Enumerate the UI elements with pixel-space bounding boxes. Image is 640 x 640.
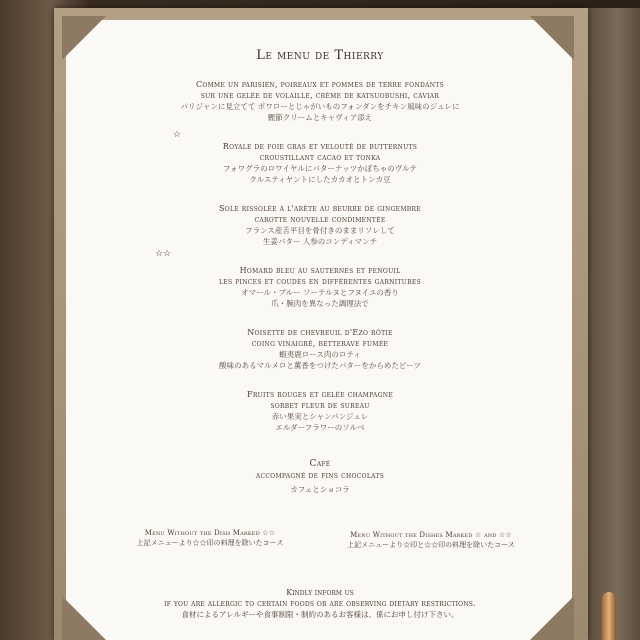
course-line: Fruits rouges et gelée champagne xyxy=(247,390,393,399)
course-jp: 酸味のあるマルメロと薫香をつけたバターをからめたビーツ xyxy=(219,361,421,370)
course-line: sur une gelée de volaille, crème de katsuobushi, caviar xyxy=(200,91,440,100)
folder-clasp xyxy=(602,592,616,640)
menu-title: Le menu de Thierry xyxy=(256,48,384,63)
course-line: les pinces et coudes en différentes garnitures xyxy=(218,277,421,286)
allergy-notice xyxy=(96,587,544,620)
course-jp: パリジャンに見立てて ポワローとじゃがいものフォンダンをチキン風味のジュレに xyxy=(180,102,460,111)
allergy-notice-text: if you are allergic to certain foods or are observing dietary restrictions. xyxy=(164,599,476,608)
course-line: coing vinaigré, betterave fumée xyxy=(251,339,389,348)
course-jp: 赤い果実とシャンパンジュレ xyxy=(271,412,369,421)
note-jp: 上記メニューより☆印と☆☆印の料理を除いたコース xyxy=(347,541,515,549)
course-3 xyxy=(110,203,530,247)
course-line: Homard bleu au sauternes et fenouil xyxy=(239,266,401,275)
course-line: accompagné de fins chocolats xyxy=(255,471,385,480)
course-jp: フランス産舌平目を骨付きのままリソレして xyxy=(245,226,395,235)
note-jp: 上記メニューより☆☆印の料理を除いたコース xyxy=(136,539,284,547)
star-marker-course-2: ☆ xyxy=(173,130,182,140)
course-jp: 蝦夷鹿ロース肉のロティ xyxy=(279,350,361,359)
course-jp: クルスティヤントにしたカカオとトンカ豆 xyxy=(249,175,391,184)
course-5 xyxy=(110,327,530,371)
course-7 xyxy=(110,459,530,495)
course-line: croustillant cacao et tonka xyxy=(259,153,381,162)
course-jp: フォワグラのロワイヤルにバターナッツかぼちゃのヴルテ xyxy=(223,164,417,173)
course-line: Comme un parisien, poireaux et pommes de terre fondants xyxy=(195,80,445,89)
course-line: Sole rissolée à l'arête au beurre de gingembre xyxy=(218,204,422,213)
note-en: Menu Without the Dishes Marked ☆ and ☆☆ xyxy=(350,531,512,539)
menu-content xyxy=(110,44,530,513)
corner-holder-top-right xyxy=(530,16,574,60)
course-line: carotte nouvelle condimentée xyxy=(254,215,386,224)
allergy-notice-jp: 食材によるアレルギーや食事制限・制約のあるお客様は、係にお申し付け下さい。 xyxy=(181,610,459,619)
course-line: Royale de foie gras et velouté de butternuts xyxy=(222,142,418,151)
course-jp: カフェとショコラ xyxy=(290,485,350,494)
star-marker-course-4: ☆☆ xyxy=(155,249,172,259)
allergy-notice-heading: Kindly inform us xyxy=(286,588,354,597)
note-without-both-stars xyxy=(326,530,536,551)
course-line: Noisette de chevreuil d'Ezo rôtie xyxy=(247,328,393,337)
course-jp: 生姜バター 人参のコンディマンテ xyxy=(262,237,378,246)
course-4 xyxy=(110,265,530,309)
course-jp: エルダーフラワーのソルベ xyxy=(275,423,365,432)
course-jp: オマール・ブルー ソーテルヌとフヌイユの香り xyxy=(241,288,399,297)
note-en: Menu Without the Dish Marked ☆☆ xyxy=(144,529,276,537)
course-line: sorbet fleur de sureau xyxy=(270,401,370,410)
course-6 xyxy=(110,389,530,433)
course-jp: 鰹節クリームとキャヴィア添え xyxy=(267,113,373,122)
note-without-double-star xyxy=(110,528,310,549)
course-jp: 爪・腕肉を異なった調理法で xyxy=(271,299,369,308)
course-2 xyxy=(110,141,530,185)
corner-holder-top-left xyxy=(62,16,106,60)
menu-folder-back-cover xyxy=(584,8,640,640)
course-line: Café xyxy=(309,459,331,469)
course-1 xyxy=(110,79,530,123)
